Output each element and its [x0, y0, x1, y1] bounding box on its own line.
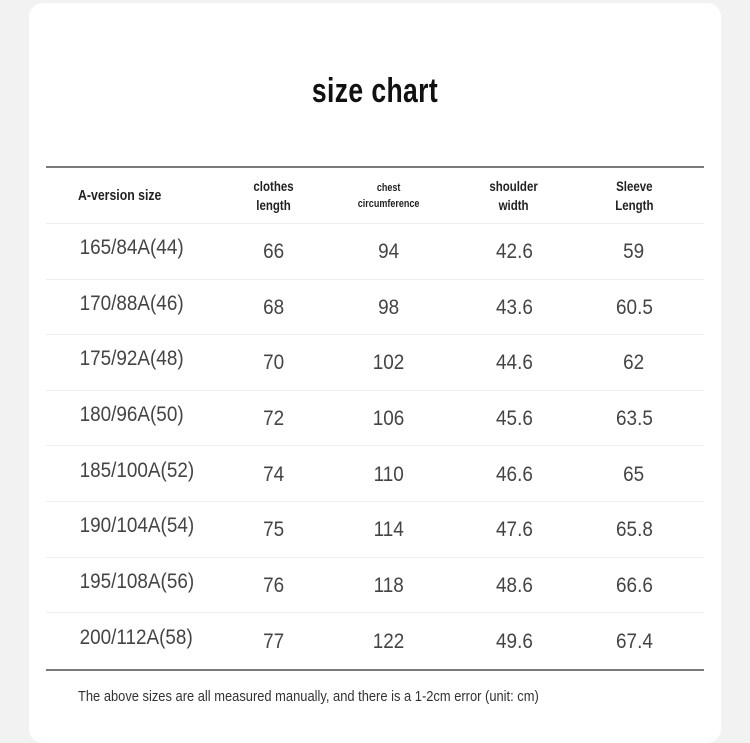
- cell-chest: [329, 335, 449, 390]
- cell-shoulder: [454, 391, 574, 446]
- header-label-sleeve-length: [615, 177, 653, 215]
- size-value: 165/84A(44): [79, 236, 184, 260]
- cell-size: [58, 280, 228, 335]
- shoulder-value: 46.6: [495, 462, 533, 486]
- shoulder-value: 45.6: [495, 407, 533, 431]
- cell-clothes-length: [214, 335, 334, 390]
- cell-chest: [329, 558, 449, 613]
- chest-value: 110: [373, 462, 405, 486]
- chest-value: 114: [373, 518, 405, 542]
- size-value: 170/88A(46): [79, 291, 184, 315]
- cell-size: [58, 558, 228, 613]
- shoulder-value: 48.6: [495, 573, 533, 597]
- cell-clothes-length: [214, 558, 334, 613]
- header-cell-chest-circumference: [329, 168, 449, 223]
- table-row: [46, 224, 704, 280]
- cell-sleeve: [574, 613, 694, 669]
- size-value: 195/108A(56): [79, 569, 195, 593]
- cell-chest: [329, 446, 449, 501]
- cell-sleeve: [574, 502, 694, 557]
- sleeve-value: 63.5: [615, 407, 653, 431]
- chest-value: 122: [373, 629, 405, 653]
- cell-size: [58, 613, 228, 669]
- chest-value: 102: [373, 351, 405, 375]
- header-line: length: [256, 196, 292, 213]
- shoulder-value: 44.6: [495, 351, 533, 375]
- header-cell-sleeve-length: [574, 168, 694, 223]
- table-row: [46, 335, 704, 391]
- table-row: [46, 558, 704, 614]
- clothes-length-value: 77: [263, 629, 285, 653]
- clothes-length-value: 75: [263, 518, 285, 542]
- measurement-footnote: The above sizes are all measured manually, and there is a 1-2cm error (unit: cm): [78, 688, 539, 705]
- size-value: 190/104A(54): [79, 514, 195, 538]
- size-value: 175/92A(48): [79, 347, 184, 371]
- header-label-clothes-length: [254, 177, 294, 215]
- cell-chest: [329, 391, 449, 446]
- sleeve-value: 62: [623, 351, 645, 375]
- header-label-size: [78, 186, 161, 205]
- chest-value: 118: [373, 573, 405, 597]
- cell-chest: [329, 224, 449, 279]
- cell-shoulder: [454, 502, 574, 557]
- page-title: size chart: [311, 72, 439, 110]
- cell-sleeve: [574, 335, 694, 390]
- cell-shoulder: [454, 558, 574, 613]
- cell-chest: [329, 613, 449, 669]
- header-cell-clothes-length: [214, 168, 334, 223]
- header-line: width: [499, 196, 529, 213]
- size-table: [46, 166, 704, 671]
- header-line: shoulder: [489, 177, 539, 194]
- cell-clothes-length: [214, 446, 334, 501]
- cell-chest: [329, 502, 449, 557]
- clothes-length-value: 68: [263, 295, 285, 319]
- clothes-length-value: 70: [263, 351, 285, 375]
- shoulder-value: 42.6: [495, 240, 533, 264]
- cell-shoulder: [454, 224, 574, 279]
- size-value: 180/96A(50): [79, 403, 184, 427]
- cell-sleeve: [574, 391, 694, 446]
- sleeve-value: 65.8: [615, 518, 653, 542]
- clothes-length-value: 76: [263, 573, 285, 597]
- shoulder-value: 47.6: [495, 518, 533, 542]
- cell-size: [58, 224, 228, 279]
- cell-shoulder: [454, 280, 574, 335]
- clothes-length-value: 66: [263, 240, 285, 264]
- cell-size: [58, 335, 228, 390]
- cell-shoulder: [454, 613, 574, 669]
- cell-size: [58, 391, 228, 446]
- chest-value: 98: [378, 295, 400, 319]
- table-row: [46, 280, 704, 336]
- size-value: 200/112A(58): [79, 625, 193, 649]
- clothes-length-value: 74: [263, 462, 285, 486]
- cell-sleeve: [574, 280, 694, 335]
- table-row: [46, 502, 704, 558]
- header-line: circumference: [358, 197, 420, 210]
- cell-clothes-length: [214, 502, 334, 557]
- header-label-chest-circumference: [358, 180, 420, 212]
- sleeve-value: 65: [623, 462, 645, 486]
- sleeve-value: 67.4: [615, 629, 653, 653]
- table-row: [46, 446, 704, 502]
- sleeve-value: 60.5: [615, 295, 653, 319]
- cell-clothes-length: [214, 280, 334, 335]
- clothes-length-value: 72: [263, 407, 285, 431]
- sleeve-value: 59: [623, 240, 645, 264]
- table-row: [46, 613, 704, 669]
- chest-value: 106: [373, 407, 405, 431]
- sleeve-value: 66.6: [615, 573, 653, 597]
- cell-sleeve: [574, 224, 694, 279]
- cell-clothes-length: [214, 224, 334, 279]
- cell-clothes-length: [214, 613, 334, 669]
- header-line: Sleeve: [615, 177, 653, 194]
- cell-clothes-length: [214, 391, 334, 446]
- cell-shoulder: [454, 446, 574, 501]
- shoulder-value: 43.6: [495, 295, 533, 319]
- header-cell-shoulder-width: [454, 168, 574, 223]
- cell-size: [58, 502, 228, 557]
- size-value: 185/100A(52): [79, 458, 195, 482]
- cell-sleeve: [574, 446, 694, 501]
- table-header-row: [46, 168, 704, 224]
- table-row: [46, 391, 704, 447]
- cell-chest: [329, 280, 449, 335]
- cell-sleeve: [574, 558, 694, 613]
- header-line: A-version size: [78, 187, 162, 204]
- header-line: Length: [614, 196, 654, 213]
- cell-size: [58, 446, 228, 501]
- header-line: clothes: [253, 177, 295, 194]
- header-line: chest: [377, 181, 401, 194]
- chest-value: 94: [378, 240, 400, 264]
- cell-shoulder: [454, 335, 574, 390]
- header-label-shoulder-width: [490, 177, 538, 215]
- shoulder-value: 49.6: [495, 629, 533, 653]
